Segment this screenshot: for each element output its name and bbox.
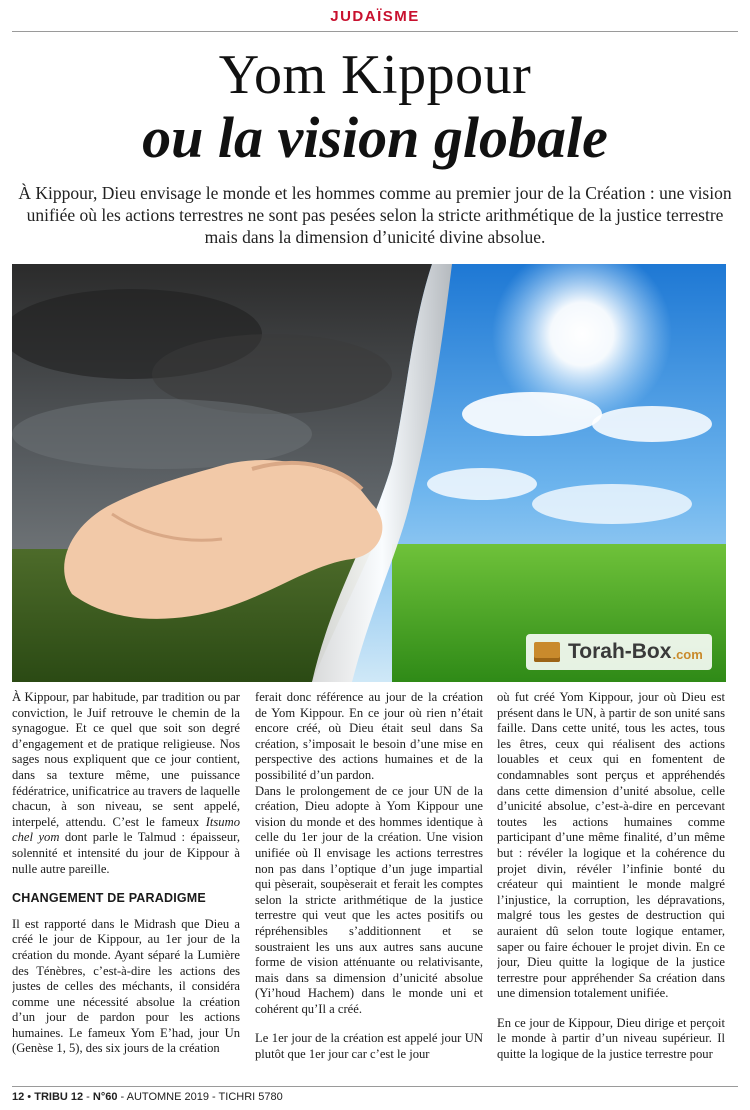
article-column-2	[255, 690, 483, 1076]
paragraph: ferait donc référence au jour de la création de Yom Kippour. En ce jour où rien n’était encore créé, où Dieu était seul dans Sa création, s’imposait le besoin d’une mise en perspective des actions humaines et de la possibilité d’un pardon.	[255, 690, 483, 782]
page-number: 12	[12, 1091, 25, 1103]
torah-box-logo	[526, 634, 712, 670]
subheading: CHANGEMENT DE PARADIGME	[12, 891, 206, 906]
article-column-3	[497, 690, 725, 1076]
paragraph-italic: Itsumo chel yom	[12, 814, 240, 845]
paragraph-text: À Kippour, par habitude, par tradition ou par conviction, le Juif retrouve le chemin de la synagogue. Et ce quel que soit son degré d’engagement et de pratique religieuse. Nos sages nous expliquent que ce jour contient, dans sa texture même, une puissance fédératrice, unificatrice au travers de laquelle chacun, à son niveau, se sent appelé, interpelé, attendu. C’est le fameux	[12, 690, 240, 829]
paragraph	[12, 690, 240, 877]
article-title	[0, 44, 750, 170]
paragraph-text: dont parle le Talmud : épaisseur, solennité et intensité du jour de Kippour à nulle autre pareille.	[12, 830, 240, 876]
section-header	[12, 8, 738, 32]
section-rule	[12, 31, 738, 32]
logo-name: Torah-Box	[568, 640, 672, 663]
issue-number: N°60	[92, 1091, 118, 1103]
paragraph: Il est rapporté dans le Midrash que Dieu a créé le jour de Kippour, au 1er jour de la création du monde. Ayant séparé la Lumière des Ténèbres, c’est-à-dire les actions des justes de celles des méchants, il considéra comme une nécessité absolue la création d’un jour de pardon pour les actions humaines. Le fameux Yom E’had, jour Un (Genèse 1, 5), des six jours de la création	[12, 916, 240, 1056]
title-line-1: Yom Kippour	[218, 44, 532, 106]
magazine-name: TRIBU 12	[34, 1091, 84, 1103]
title-line-2: ou la vision globale	[142, 105, 608, 170]
article-column-1	[12, 690, 240, 1076]
photo-illustration	[12, 264, 726, 682]
paragraph: où fut créé Yom Kippour, jour où Dieu est présent dans le UN, à partir de son unité sans faille. Dans cette unité, tous les actes, tous les êtres, ceux qui réalisent des actions louables et ceux qui en fomentent de condamnables sont perçus et appréhendés dans cette dimension d’unité absolue, celle d’unicité absolue, c’est-à-dire en percevant toutes les actions humaines comme participant d’une même finalité, d’un même but : révéler la logique et la cohérence du projet divin, révéler l’infinie bonté du créateur qui maintient le monde malgré l’injustice, la corruption, les dépravations, malgré tous les gestes de destruction qui auraient dû selon toute logique entamer, saper ou faire échouer le projet divin. En ce jour, Dieu quitte la logique de la justice terrestre pour appréhender Sa création dans une dimension totalement unifiée.	[497, 690, 725, 1001]
page-footer: 12 • TRIBU 12 - N°60 - AUTOMNE 2019 - TICHRI 5780	[12, 1086, 738, 1103]
paragraph: Le 1er jour de la création est appelé jour UN plutôt que 1er jour car c’est le jour	[255, 1031, 483, 1062]
paragraph: Dans le prolongement de ce jour UN de la création, Dieu adopte à Yom Kippour une vision du monde et des hommes identique à celle du 1er jour de la création. Une vision unifiée où Il envisage les actions terrestres non pas dans l’optique d’un juge impartial qui pèserait, soupèserait et ferait les comptes selon la stricte arithmétique de la justice terrestre qui veut que les actes positifs ou répréhensibles s’additionnent et se soustraient les uns aux autres sans aucune forme de vision atténuante ou relativisante, mais dans sa dimension d’unicité absolue (Yi’houd Hachem) dans le monde uni et cohérent qu’Il a créé.	[255, 783, 483, 1016]
article-lead: À Kippour, Dieu envisage le monde et les hommes comme au premier jour de la Création : une vision unifiée où les actions terrestres ne sont pas pesées selon la stricte arithmétique de la justice terrestre mais dans la dimension d’unicité divine absolue.	[18, 183, 732, 247]
logo-tld: .com	[672, 647, 703, 662]
paragraph: En ce jour de Kippour, Dieu dirige et perçoit le monde à partir d’un niveau supérieur. Il quitte la logique de la justice terrestre pour	[497, 1015, 725, 1062]
torah-box-icon	[534, 642, 560, 662]
issue-season: AUTOMNE 2019 - TICHRI 5780	[126, 1091, 283, 1103]
section-label: JUDAÏSME	[330, 8, 420, 25]
article-photo	[12, 264, 726, 682]
